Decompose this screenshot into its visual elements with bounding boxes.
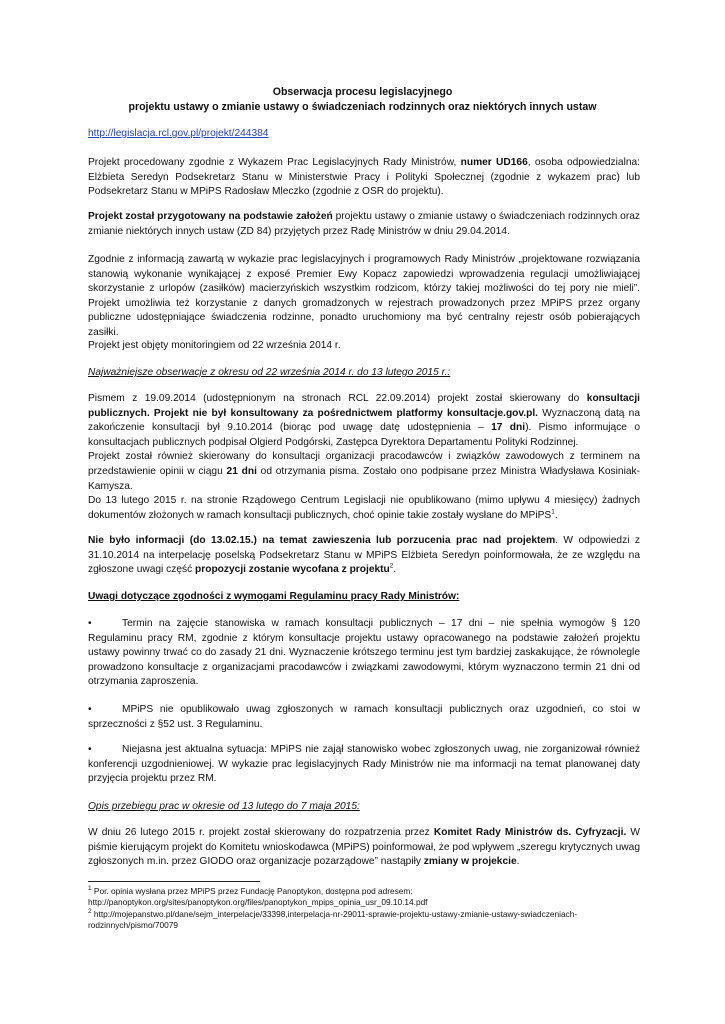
p4-text: Projekt jest objęty monitoringiem od 22 września 2014 r.: [88, 340, 341, 351]
bullet-glyph-2: •: [88, 704, 92, 715]
heading-observations: [88, 366, 640, 381]
footnote-ref-1[interactable]: 1: [551, 508, 555, 516]
paragraph-digitization-committee: [88, 826, 640, 870]
p2-text: projektu ustawy o zmianie ustawy o świadczeniach rodzinnych oraz zmianie niektórych innych ustaw (ZD 84) przyjętych przez Radę Ministrów w dniu 29.04.2014.: [88, 211, 641, 237]
footnote-1-text: Por. opinia wysłana przez MPiPS przez Fundację Panoptykon, dostępna pod adresem:: [91, 886, 413, 896]
h3-text: Opis przebiegu prac w okresie od 13 lutego do 7 maja 2015:: [88, 801, 360, 812]
p5-text-g: Do 13 lutego 2015 r. na stronie Rządowego Centrum Legislacji nie opublikowano (mimo upływu 4 miesięcy) żadnych dokumentów złożonych w ramach konsultacji publicznych, choć opinie takie zostały wysłane do MPiPS: [88, 495, 640, 521]
bullet-text-2: MPiPS nie opublikowało uwag zgłoszonych w ramach konsultacji publicznych oraz uzgodnień, co stoi w sprzeczności z §52 ust. 3 Regulaminu.: [88, 704, 640, 730]
p1-text-c: , osoba odpowiedzialna: Elżbieta Seredyn Podsekretarz Stanu w Ministerstwie Pracy i Polityki Społecznej (zgodnie z wykazem prac) lub Podsekretarz Stanu w MPiPS Radosław Mleczko (zgodnie z OSR do projektu).: [88, 157, 641, 198]
p7-bold-2: zmiany w projekcie: [423, 856, 517, 868]
p7-bold-1: Komitet Rady Ministrów ds. Cyfryzacji.: [433, 827, 627, 838]
project-link-paragraph: [88, 127, 640, 142]
p7-end: .: [516, 856, 520, 868]
bullet-item-1: [88, 617, 640, 690]
title-line-1: Obserwacja procesu legislacyjnego: [272, 86, 453, 98]
p7-text-a: W dniu 26 lutego 2015 r. projekt został skierowany do rozpatrzenia przez: [88, 827, 434, 838]
footnote-1-url[interactable]: http://panoptykon.org/sites/panoptykon.org/files/panoptykon_mpips_opinia_usr_09.10.14.pdf: [88, 897, 428, 908]
paragraph-no-information: [88, 534, 640, 578]
heading-compliance: [88, 590, 640, 605]
p1-bold-number: numer UD166: [460, 157, 528, 168]
p6-end: .: [393, 564, 397, 576]
h1-text: Najważniejsze obserwacje z okresu od 22 września 2014 r. do 13 lutego 2015 r.:: [88, 367, 451, 378]
p6-bold-1: Nie było informacji (do 13.02.15.) na temat zawieszenia lub porzucenia prac nad projektem: [88, 535, 556, 546]
bullet-text-1: Termin na zajęcie stanowiska w ramach konsultacji publicznych – 17 dni – nie spełnia wymogów § 120 Regulaminu pracy RM, zgodnie z którym konsultacje projektu ustawy opracowanego na podstawie założeń projektu ustawy powinny trwać co do zasady 21 dni. Wyznaczenie krótszego terminu jest tym bardziej zaskakujące, że równolegle prowadzono konsultacje z organizacjami pracodawców i związkami zawodowymi, którym wyznaczono termin 21 dni od otrzymania zaproszenia.: [88, 618, 640, 688]
p6-text-a: . W odpowiedzi z 31.10.2014 na interpelację poselską Podsekretarz Stanu w MPiPS Elżbieta Seredyn poinformowała, że ze względu na zgłoszone uwagi część: [88, 535, 640, 576]
paragraph-assumptions: [88, 210, 640, 239]
footnote-2-number: 2: [88, 908, 92, 916]
document-title: [0, 85, 725, 115]
footnote-2: [88, 909, 648, 931]
paragraph-consultations: [88, 392, 640, 523]
p3-text: Zgodnie z informacją zawartą w wykazie prac legislacyjnych i programowych Rady Ministrów „projektowane rozwiązania stanowią wykonanie wynikającej z exposé Premier Ewy Kopacz zapowiedzi wprowadzenia regulacji umożliwiającej skorzystanie z urlopów (zasiłków) macierzyńskich wszystkim rodzicom, którzy takiej możliwości do tej pory nie mieli”. Projekt umożliwia też korzystanie z danych gromadzonych w rejestrach prowadzonych przez MPiPS przez organy publiczne udostępniające świadczenia rodzinne, ponadto uruchomiony ma być centralny rejestr osób pobierających zasiłki.: [88, 254, 640, 338]
footnote-2-url[interactable]: http://mojepanstwo.pl/dane/sejm_interpelacje/33398,interpelacja-nr-29011-sprawie-projektu-ustawy-zmianie-ustawy-swiadczeniach-rodzinnych/pismo/70079: [88, 909, 578, 931]
p5-text-d: ). Pismo informujące o konsultacjach publicznych podpisał Olgierd Podgórski, Zastępca Dyrektora Departamentu Polityki Rodzinnej.: [88, 422, 640, 448]
paragraph-monitoring: [88, 339, 640, 354]
p5-text-f: od otrzymania pisma. Zostało ono podpisane przez Ministra Władysława Kosiniak-Kamysza.: [88, 465, 640, 492]
bullet-glyph-1: •: [88, 618, 92, 629]
p5-bold-2: 17 dni: [491, 422, 526, 434]
footnote-1: [88, 886, 648, 908]
p1-text-a: Projekt procedowany zgodnie z Wykazem Prac Legislacyjnych Rady Ministrów,: [88, 157, 461, 168]
h2-text: Uwagi dotyczące zgodności z wymogami Regulaminu pracy Rady Ministrów:: [88, 591, 460, 602]
p7-text-c: W piśmie kierującym projekt do Komitetu wnioskodawca (MPiPS) poinformował, że pod wpływem „szeregu krytycznych uwag zgłoszonych m.in. przez GIODO oraz organizacje pozarządowe” nastąpiły: [88, 827, 641, 868]
title-line-2: projektu ustawy o zmianie ustawy o świadczeniach rodzinnych oraz niektórych innych ustaw: [128, 101, 597, 113]
heading-work-description: [88, 800, 640, 815]
p5-text-e: Projekt został również skierowany do konsultacji organizacji pracodawców i związków zawodowych z terminem na przedstawienie opinii w ciągu: [88, 451, 640, 477]
bullet-item-2: [88, 703, 640, 732]
project-link[interactable]: http://legislacja.rcl.gov.pl/projekt/244384: [88, 128, 269, 139]
bullet-item-3: [88, 743, 640, 787]
footnote-separator: [88, 881, 260, 882]
p5-text-c: Wyznaczoną datą na zakończenie konsultacji był 9.10.2014 (biorąc pod uwagę datę udostępnienia –: [88, 407, 640, 434]
footnote-ref-2[interactable]: 2: [389, 562, 394, 570]
footnote-1-number: 1: [88, 885, 92, 893]
bullet-text-3: Niejasna jest aktualna sytuacja: MPiPS nie zajął stanowisko wobec zgłoszonych uwag, nie zorganizował również konferencji uzgodnieniowej. W wykazie prac legislacyjnych Rady Ministrów nie ma informacji na temat planowanej daty przyjęcia projektu przez RM.: [88, 744, 640, 785]
p5-end: .: [554, 509, 558, 521]
paragraph-work-list-info: [88, 253, 640, 341]
p5-bold-3: 21 dni: [226, 465, 257, 477]
bullet-glyph-3: •: [88, 744, 92, 755]
p2-bold: Projekt został przygotowany na podstawie założeń: [88, 211, 333, 222]
p5-text-a: Pismem z 19.09.2014 (udostępnionym na stronach RCL 22.09.2014) projekt został skierowany do: [88, 393, 587, 404]
p5-bold-1: konsultacji publicznych. Projekt nie był konsultowany za pośrednictwem platformy konsultacje.gov.pl.: [88, 393, 640, 419]
p6-bold-2: propozycji zostanie wycofana z projektu: [195, 564, 390, 576]
paragraph-project-info: [88, 156, 640, 200]
